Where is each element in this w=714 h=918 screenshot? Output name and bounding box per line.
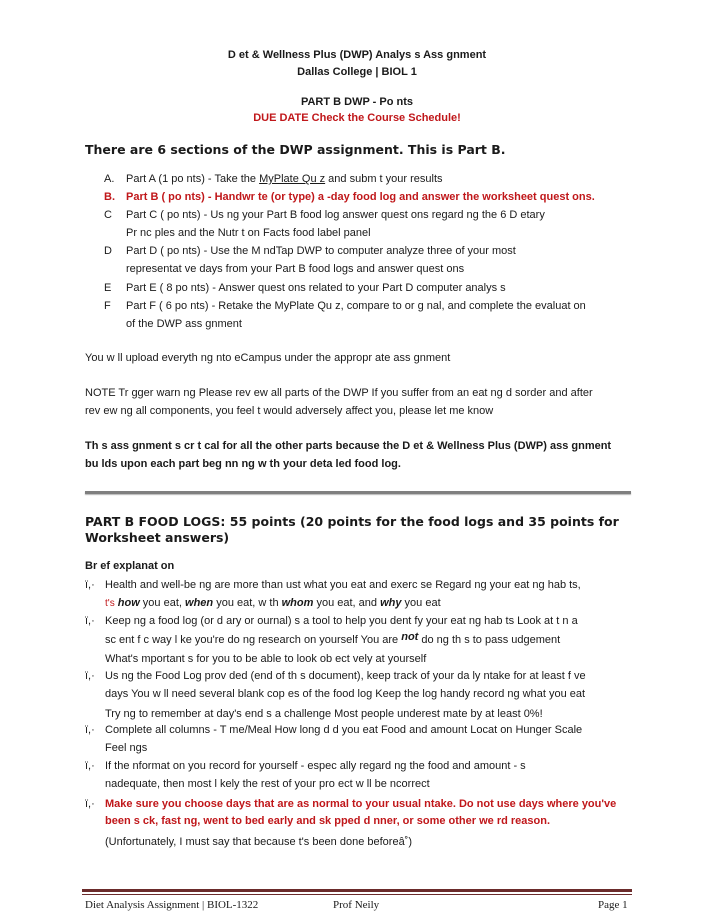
part-title: PART B DWP - Po nts — [300, 96, 414, 108]
trigger-warning-line2: rev ew ng all components, you feel t would adversely affect you, please let me know — [85, 405, 494, 417]
bullet-1-how: how — [117, 597, 140, 609]
section-divider — [85, 491, 631, 494]
bullet-2-not: not — [401, 631, 419, 643]
part-a-text: Part A (1 po nts) - Take the — [126, 173, 260, 185]
part-f-text: Part F ( 6 po nts) - Retake the MyPlate Qu z, compare to or g nal, and complete the evaluat on — [126, 300, 586, 312]
bullet-4-line1: Complete all columns - T me/Meal How long d d you eat Food and amount Locat on Hunger Scale — [105, 724, 583, 736]
sections-heading: There are 6 sections of the DWP assignment. This is Part B. — [85, 142, 506, 157]
bullet-3-line2: days You w ll need several blank cop es of the food log Keep the log handy record ng what you eat — [105, 688, 586, 700]
bullet-1-text-c: you eat, and — [313, 597, 381, 609]
footer-page-number: Page 1 — [598, 899, 628, 911]
course-name: Dallas College | BIOL 1 — [297, 66, 417, 78]
bullet-6-line2: been s ck, fast ng, went to bed early and sk pped d nner, or some other we rd reason. — [105, 815, 551, 827]
footer-instructor: Prof Neily — [333, 899, 380, 911]
bullet-2-line2: sc ent f c way l ke you're do ng research on yourself You are — [105, 634, 402, 646]
bullet-1-why: why — [380, 597, 402, 609]
due-date: DUE DATE Check the Course Schedule! — [253, 112, 461, 124]
bullet-marker: ï,· — [85, 615, 95, 627]
bullet-1-line1: Health and well-be ng are more than ust what you eat and exerc se Regard ng your eat ng hab ts, — [105, 579, 581, 591]
part-c-text: Part C ( po nts) - Us ng your Part B food log answer quest ons regard ng the 6 D etary — [126, 209, 545, 221]
brief-explanation-label: Br ef explanat on — [85, 560, 175, 572]
part-a-text-end: and subm t your results — [325, 173, 443, 185]
footer-course: Diet Analysis Assignment | BIOL-1322 — [85, 899, 259, 911]
part-c-text-line2: Pr nc ples and the Nutr t on Facts food label panel — [126, 227, 371, 239]
bullet-marker: ï,· — [85, 579, 95, 591]
bullet-marker: ï,· — [85, 798, 95, 810]
critical-note-line2: bu lds upon each part beg nn ng w th your deta led food log. — [85, 458, 401, 470]
footer-rule-thin — [82, 894, 632, 895]
part-b-text: Part B ( po nts) - Handwr te (or type) a -day food log and answer the worksheet quest ons. — [126, 191, 595, 203]
bullet-1-text-d: you eat — [401, 597, 441, 609]
bullet-6-line3: (Unfortunately, I must say that because t's been done beforeâ˚) — [105, 836, 413, 848]
bullet-1-text-b: you eat, w th — [213, 597, 282, 609]
list-marker: F — [104, 300, 111, 312]
list-marker: B. — [104, 191, 115, 203]
bullet-marker: ï,· — [85, 760, 95, 772]
document-title: D et & Wellness Plus (DWP) Analys s Ass gnment — [227, 49, 487, 61]
bullet-marker: ï,· — [85, 724, 95, 736]
footer-rule — [82, 889, 632, 892]
list-marker: E — [104, 282, 112, 294]
bullet-1-whom: whom — [281, 597, 314, 609]
bullet-5-line1: If the nformat on you record for yourself - espec ally regard ng the food and amount - s — [105, 760, 526, 772]
part-f-text-line2: of the DWP ass gnment — [126, 318, 242, 330]
bullet-5-line2: nadequate, then most l kely the rest of your pro ect w ll be ncorrect — [105, 778, 430, 790]
part-d-text: Part D ( po nts) - Use the M ndTap DWP to computer analyze three of your most — [126, 245, 516, 257]
food-logs-heading: PART B FOOD LOGS: 55 points (20 points for the food logs and 35 points for Worksheet answers) — [85, 514, 619, 545]
critical-note-line1: Th s ass gnment s cr t cal for all the other parts because the D et & Wellness Plus (DWP) ass gnment — [85, 440, 612, 452]
bullet-3-line1: Us ng the Food Log prov ded (end of th s document), keep track of your da ly ntake for at least f ve — [105, 670, 586, 682]
bullet-marker: ï,· — [85, 670, 95, 682]
bullet-2-line1: Keep ng a food log (or d ary or ournal) s a tool to help you dent fy your eat ng hab ts Look at t n a — [105, 615, 578, 627]
bullet-1-ts: t's — [105, 598, 115, 609]
part-e-text: Part E ( 8 po nts) - Answer quest ons related to your Part D computer analys s — [126, 282, 506, 294]
bullet-1-when: when — [185, 597, 214, 609]
bullet-4-line2: Feel ngs — [105, 742, 148, 754]
bullet-3-line3: Try ng to remember at day's end s a challenge Most people underest mate by at least 0%! — [105, 708, 543, 720]
myplate-quiz-link[interactable]: MyPlate Qu z — [259, 173, 326, 185]
trigger-warning-line1: NOTE Tr gger warn ng Please rev ew all parts of the DWP If you suffer from an eat ng d sorder and after — [85, 387, 593, 399]
bullet-2-line3: What's mportant s for you to be able to look ob ect vely at yourself — [105, 653, 427, 665]
bullet-1-text-a: you eat, — [139, 597, 186, 609]
list-marker: A. — [104, 173, 115, 185]
upload-note: You w ll upload everyth ng nto eCampus under the appropr ate ass gnment — [85, 352, 451, 364]
list-marker: D — [104, 245, 112, 257]
bullet-2-line2-end: do ng th s to pass udgement — [418, 634, 561, 646]
part-d-text-line2: representat ve days from your Part B food logs and answer quest ons — [126, 263, 465, 275]
bullet-6-line1: Make sure you choose days that are as normal to your usual ntake. Do not use days where you've — [105, 798, 617, 810]
list-marker: C — [104, 209, 112, 221]
